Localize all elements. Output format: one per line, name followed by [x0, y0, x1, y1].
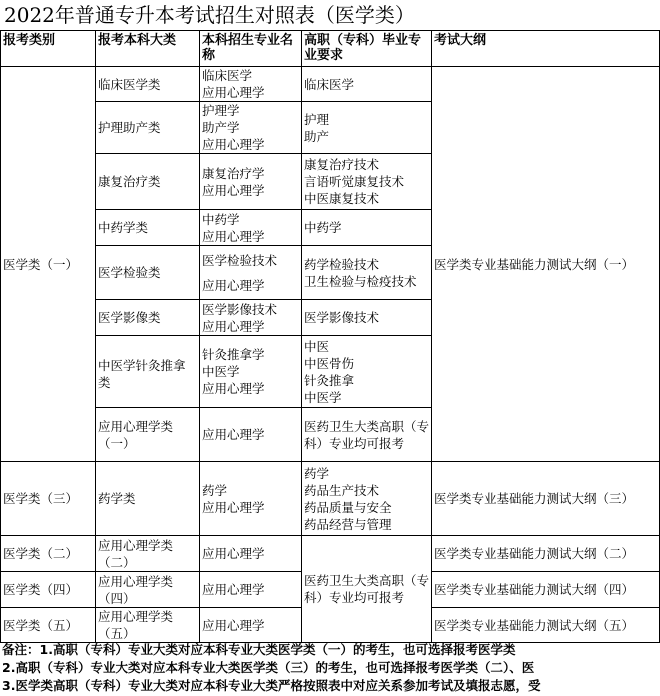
- requirements-cell: [302, 300, 432, 336]
- requirement-item: 医学影像技术: [304, 310, 380, 325]
- category-cell: 护理助产类: [96, 102, 200, 154]
- requirement-item: 言语听觉康复技术: [304, 174, 405, 189]
- category-cell: 中药学类: [96, 210, 200, 246]
- header-syllabus: 考试大纲: [432, 31, 660, 67]
- note-line: 2.高职（专科）专业大类对应本科专业大类医学类（三）的考生，也可选择报考医学类（二）、医: [2, 660, 535, 675]
- major-item: 应用心理学: [202, 182, 265, 198]
- category-cell: 医学影像类: [96, 300, 200, 336]
- header-undergrad-major: 本科招生专业名称: [200, 31, 302, 67]
- requirement-item: 针灸推拿: [304, 372, 355, 388]
- requirements-cell: [302, 408, 432, 462]
- requirement-item: 卫生检验与检疫技术: [304, 273, 417, 289]
- note-line: 备注：1.高职（专科）专业大类对应本科专业大类医学类（一）的考生，也可选择报考医学类: [2, 642, 516, 657]
- category-label: 应用心理学类（一）: [98, 418, 174, 451]
- major-item: 康复治疗学: [202, 165, 265, 181]
- majors-cell: [200, 536, 302, 572]
- requirements-cell: [302, 67, 432, 102]
- majors-cell: [200, 608, 302, 643]
- requirements-cell: [302, 536, 432, 643]
- syllabus-cell: 医学类专业基础能力测试大纲（二）: [432, 536, 660, 572]
- major-item: 应用心理学: [202, 85, 265, 100]
- group-label: 医学类（二）: [1, 536, 96, 572]
- group-label: 医学类（一）: [1, 67, 96, 462]
- syllabus-cell: 医学类专业基础能力测试大纲（五）: [432, 608, 660, 643]
- requirement-item: 医药卫生大类高职（专科）专业均可报考: [304, 418, 430, 451]
- category-cell: [96, 608, 200, 643]
- header-row: [1, 31, 660, 67]
- major-item: 医学检验技术: [202, 252, 278, 268]
- category-cell: 医学检验类: [96, 246, 200, 300]
- requirement-item: 中医学: [304, 389, 342, 405]
- requirements-cell: [302, 246, 432, 300]
- majors-cell: [200, 246, 302, 300]
- category-cell: 康复治疗类: [96, 154, 200, 210]
- major-item: 中医学: [202, 364, 240, 379]
- requirement-item: 药学检验技术: [304, 256, 380, 272]
- syllabus-cell: 医学类专业基础能力测试大纲（一）: [432, 67, 660, 462]
- requirement-item: 药学: [304, 465, 330, 481]
- group-label: 医学类（四）: [1, 572, 96, 608]
- major-item: 护理学: [202, 103, 240, 118]
- majors-cell: [200, 462, 302, 536]
- category-cell: [96, 336, 200, 408]
- major-item: 助产学: [202, 120, 240, 135]
- requirements-cell: [302, 102, 432, 154]
- major-item: 中药学: [202, 211, 240, 227]
- requirements-cell: [302, 210, 432, 246]
- header-vocational-major: 高职（专科）毕业专业要求: [302, 31, 432, 67]
- requirement-item: 药品经营与管理: [304, 516, 392, 532]
- header-major-category: 报考本科大类: [96, 31, 200, 67]
- major-item: 应用心理学: [202, 277, 265, 293]
- category-cell: 临床医学类: [96, 67, 200, 102]
- group-label: 医学类（三）: [1, 462, 96, 536]
- major-item: 应用心理学: [202, 228, 265, 244]
- major-item: 医学影像技术: [202, 301, 278, 317]
- majors-cell: [200, 67, 302, 102]
- major-item: 针灸推拿学: [202, 347, 265, 362]
- requirement-item: 中医骨伤: [304, 355, 355, 371]
- majors-cell: [200, 300, 302, 336]
- category-cell: 药学类: [96, 462, 200, 536]
- page-title: 2022年普通专升本考试招生对照表（医学类）: [4, 3, 415, 27]
- requirement-item: 药品质量与安全: [304, 499, 392, 515]
- major-item: 临床医学: [202, 68, 253, 83]
- syllabus-cell: 医学类专业基础能力测试大纲（四）: [432, 572, 660, 608]
- major-item: 应用心理学: [202, 617, 265, 633]
- major-item: 应用心理学: [202, 137, 265, 152]
- category-label: 应用心理学类（二）: [98, 537, 174, 570]
- requirement-item: 康复治疗技术: [304, 157, 380, 172]
- majors-cell: [200, 572, 302, 608]
- group-label: 医学类（五）: [1, 608, 96, 643]
- requirement-item: 助产: [304, 128, 330, 144]
- requirement-item: 中医: [304, 338, 330, 354]
- category-label: 应用心理学类（五）: [98, 609, 174, 641]
- table-row: [1, 67, 660, 102]
- majors-cell: [200, 336, 302, 408]
- requirements-cell: [302, 154, 432, 210]
- table-row: [1, 536, 660, 572]
- category-cell: [96, 572, 200, 608]
- majors-cell: [200, 210, 302, 246]
- header-exam-category: 报考类别: [1, 31, 96, 67]
- major-item: 应用心理学: [202, 381, 265, 396]
- requirement-item: 护理: [304, 111, 330, 127]
- majors-cell: [200, 154, 302, 210]
- table-row: [1, 462, 660, 536]
- major-item: 应用心理学: [202, 318, 265, 334]
- notes-section: [0, 641, 660, 696]
- major-item: 应用心理学: [202, 499, 265, 515]
- requirement-item: 医药卫生大类高职（专科）专业均可报考: [304, 573, 430, 605]
- correspondence-table: [0, 30, 660, 643]
- requirements-cell: [302, 336, 432, 408]
- majors-cell: [200, 102, 302, 154]
- note-line: 3.医学类高职（专科）专业大类对应本科专业大类严格按照表中对应关系参加考试及填报志愿，受: [2, 678, 541, 693]
- requirement-item: 临床医学: [304, 76, 355, 92]
- major-item: 应用心理学: [202, 582, 265, 597]
- requirement-item: 中医康复技术: [304, 191, 380, 206]
- category-label: 应用心理学类（四）: [98, 573, 174, 606]
- major-item: 应用心理学: [202, 546, 265, 561]
- requirement-item: 药品生产技术: [304, 482, 380, 498]
- requirement-item: 中药学: [304, 220, 342, 235]
- category-cell: [96, 536, 200, 572]
- major-item: 应用心理学: [202, 427, 265, 442]
- requirements-cell: [302, 462, 432, 536]
- category-label: 中医学针灸推拿类: [98, 357, 186, 390]
- syllabus-cell: 医学类专业基础能力测试大纲（三）: [432, 462, 660, 536]
- category-cell: [96, 408, 200, 462]
- major-item: 药学: [202, 482, 228, 498]
- majors-cell: [200, 408, 302, 462]
